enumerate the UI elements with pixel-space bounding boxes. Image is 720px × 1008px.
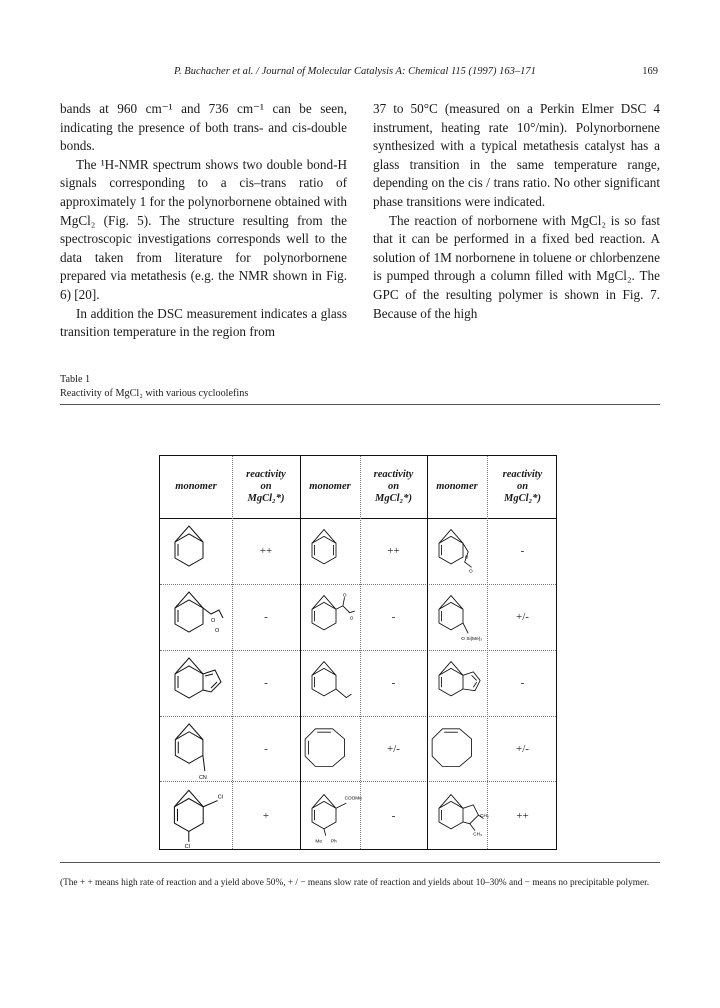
svg-text:Ph: Ph: [330, 838, 337, 844]
reactivity-value: -: [391, 810, 396, 822]
monomer-structure: [427, 781, 487, 851]
svg-text:O: O: [342, 592, 347, 598]
left-paragraph-3: In addition the DSC measurement indicates a glass transition temperature in the region from: [60, 305, 347, 340]
monomer-structure: [427, 716, 487, 781]
svg-text:O: O: [464, 554, 469, 560]
header-monomer: monomer: [436, 481, 478, 492]
right-paragraph-2: The reaction of norbornene with MgCl₂ is so fast that it can be performed in a fixed bed reaction. A solution of 1M norbornene in toluene or chlorbenzene is pumped through a column filled with MgCl₂. The GPC of the resulting polymer is shown in Fig. 7. Because of the high: [373, 212, 660, 321]
header-reactivity: reactivity on MgCl₂*): [502, 469, 543, 504]
monomer-structure: [427, 518, 487, 584]
reactivity-value: ++: [516, 810, 529, 822]
monomer-structure: [160, 781, 232, 851]
table-grid: [160, 456, 556, 849]
left-column: [60, 100, 347, 342]
svg-text:CH₃: CH₃: [473, 831, 483, 837]
svg-text:Cl: Cl: [184, 843, 191, 850]
monomer-structure: [300, 650, 360, 716]
table-bottom-rule: [60, 862, 660, 863]
header-reactivity: reactivity on MgCl₂*): [373, 469, 414, 504]
left-paragraph-2: The ¹H-NMR spectrum shows two double bond-H signals corresponding to a cis–trans ratio of approximately 1 for the polynorbornene obtained with MgCl₂ (Fig. 5). The structure resulting from the spectroscopic investigations corresponds well to the data taken from literature for polynorbornene prepared via metathesis (e.g. the NMR shown in Fig. 6) [20].: [60, 156, 347, 302]
reactivity-value: -: [391, 611, 396, 623]
monomer-structure: [300, 518, 360, 584]
reactivity-value: -: [520, 677, 525, 689]
monomer-structure: [160, 650, 232, 716]
table-top-rule: [60, 404, 660, 405]
reactivity-value: ++: [387, 545, 400, 557]
reactivity-value: +/-: [516, 742, 529, 755]
reactivity-table: [159, 455, 557, 850]
monomer-structure: [300, 584, 360, 650]
header-monomer: monomer: [309, 481, 351, 492]
table-caption: [60, 373, 248, 401]
header-monomer: monomer: [175, 481, 217, 492]
svg-text:O: O: [469, 568, 473, 574]
monomer-structure: [427, 584, 487, 650]
right-paragraph-1: 37 to 50°C (measured on a Perkin Elmer DSC 4 instrument, heating rate 10°/min). Polynorbornene synthesized with a typical metathesis catalyst has a glass transition in the same temperature range, depending on the cis / trans ratio. No other significant phase transitions were indicated.: [373, 101, 660, 209]
reactivity-value: -: [264, 742, 268, 755]
header-reactivity: reactivity on MgCl₂*): [246, 469, 286, 504]
page-number: 169: [642, 66, 658, 77]
monomer-structure: [300, 781, 360, 851]
monomer-structure: [160, 716, 232, 781]
svg-text:COOMe: COOMe: [344, 795, 362, 801]
reactivity-value: +/-: [387, 742, 400, 755]
reactivity-value: -: [264, 611, 268, 623]
reactivity-value: -: [520, 545, 525, 557]
running-title: P. Buchacher et al. / Journal of Molecular Catalysis A: Chemical 115 (1997) 163–171: [174, 66, 536, 77]
svg-text:O: O: [211, 618, 216, 624]
table-label: Table 1: [60, 374, 91, 385]
svg-text:O: O: [215, 628, 220, 634]
reactivity-value: +: [262, 810, 270, 822]
svg-text:CN: CN: [198, 775, 207, 782]
monomer-structure: [160, 584, 232, 650]
monomer-structure: [300, 716, 360, 781]
reactivity-value: -: [391, 677, 396, 689]
reactivity-value: +/-: [516, 611, 529, 623]
table-title: Reactivity of MgCl₂ with various cycloolefins: [60, 388, 249, 399]
svg-text:O: O: [349, 615, 354, 621]
svg-text:Si(Me)₃: Si(Me)₃: [466, 636, 483, 642]
svg-text:Me: Me: [315, 838, 322, 844]
reactivity-value: -: [264, 677, 268, 689]
monomer-structure: [160, 518, 232, 584]
left-paragraph-1: bands at 960 cm⁻¹ and 736 cm⁻¹ can be seen, indicating the presence of both trans- and cis-double bonds.: [60, 101, 347, 154]
reactivity-value: ++: [259, 545, 273, 557]
svg-text:CH₃: CH₃: [480, 812, 489, 818]
svg-text:O: O: [461, 636, 465, 642]
monomer-structure: [427, 650, 487, 716]
svg-text:Cl: Cl: [217, 794, 223, 801]
table-footnote: (The + + means high rate of reaction and a yield above 50%, + / − means slow rate of reaction and yields about 10–30% and − means no precipitable polymer.: [60, 878, 650, 888]
right-column: [373, 100, 660, 323]
